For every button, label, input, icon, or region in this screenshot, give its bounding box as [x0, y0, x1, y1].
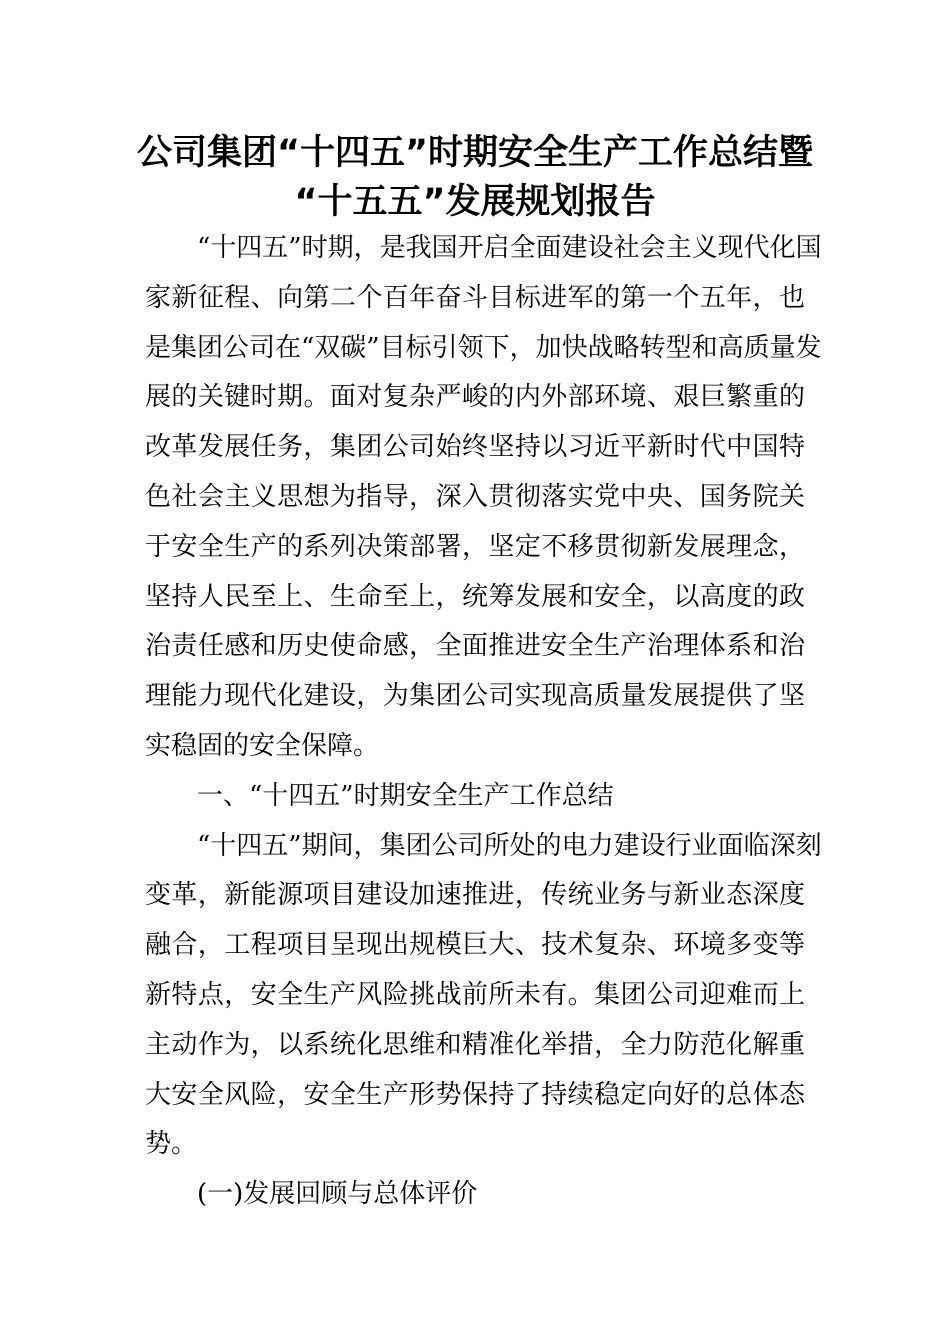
paragraph-line: 治责任感和历史使命感，全面推进安全生产治理体系和治 [145, 631, 805, 662]
paragraph-line: 势。 [145, 1129, 198, 1160]
document-title-line-1: 公司集团“十四五”时期安全生产工作总结暨 [136, 133, 813, 173]
section-heading: 一、“十四五”时期安全生产工作总结 [197, 780, 614, 811]
paragraph-line: 色社会主义思想为指导，深入贯彻落实党中央、国务院关 [145, 481, 805, 512]
subsection-heading: (一)发展回顾与总体评价 [197, 1179, 478, 1210]
paragraph-line: 改革发展任务，集团公司始终坚持以习近平新时代中国特 [145, 432, 805, 463]
paragraph-line: 新特点，安全生产风险挑战前所未有。集团公司迎难而上 [145, 979, 805, 1010]
paragraph-line: 家新征程、向第二个百年奋斗目标进军的第一个五年，也 [145, 282, 805, 313]
paragraph-line: 实稳固的安全保障。 [145, 730, 380, 761]
paragraph-line: “十四五”期间，集团公司所处的电力建设行业面临深刻 [197, 830, 822, 861]
paragraph-line: 理能力现代化建设，为集团公司实现高质量发展提供了坚 [145, 681, 805, 712]
paragraph-line: 大安全风险，安全生产形势保持了持续稳定向好的总体态 [145, 1079, 805, 1110]
document-body [145, 224, 822, 1220]
paragraph-line: 坚持人民至上、生命至上，统筹发展和安全，以高度的政 [145, 581, 805, 612]
paragraph-line: “十四五”时期，是我国开启全面建设社会主义现代化国 [197, 233, 822, 263]
paragraph-line: 展的关键时期。面对复杂严峻的内外部环境、艰巨繁重的 [145, 382, 805, 413]
document-title-line-2: “十五五”发展规划报告 [294, 182, 656, 222]
paragraph-line: 融合，工程项目呈现出规模巨大、技术复杂、环境多变等 [145, 930, 805, 961]
paragraph-line: 是集团公司在“双碳”目标引领下，加快战略转型和高质量发 [145, 332, 822, 363]
paragraph-line: 变革，新能源项目建设加速推进，传统业务与新业态深度 [145, 880, 805, 911]
paragraph-line: 于安全生产的系列决策部署，坚定不移贯彻新发展理念， [145, 531, 805, 562]
paragraph-line: 主动作为，以系统化思维和精准化举措，全力防范化解重 [145, 1029, 805, 1060]
